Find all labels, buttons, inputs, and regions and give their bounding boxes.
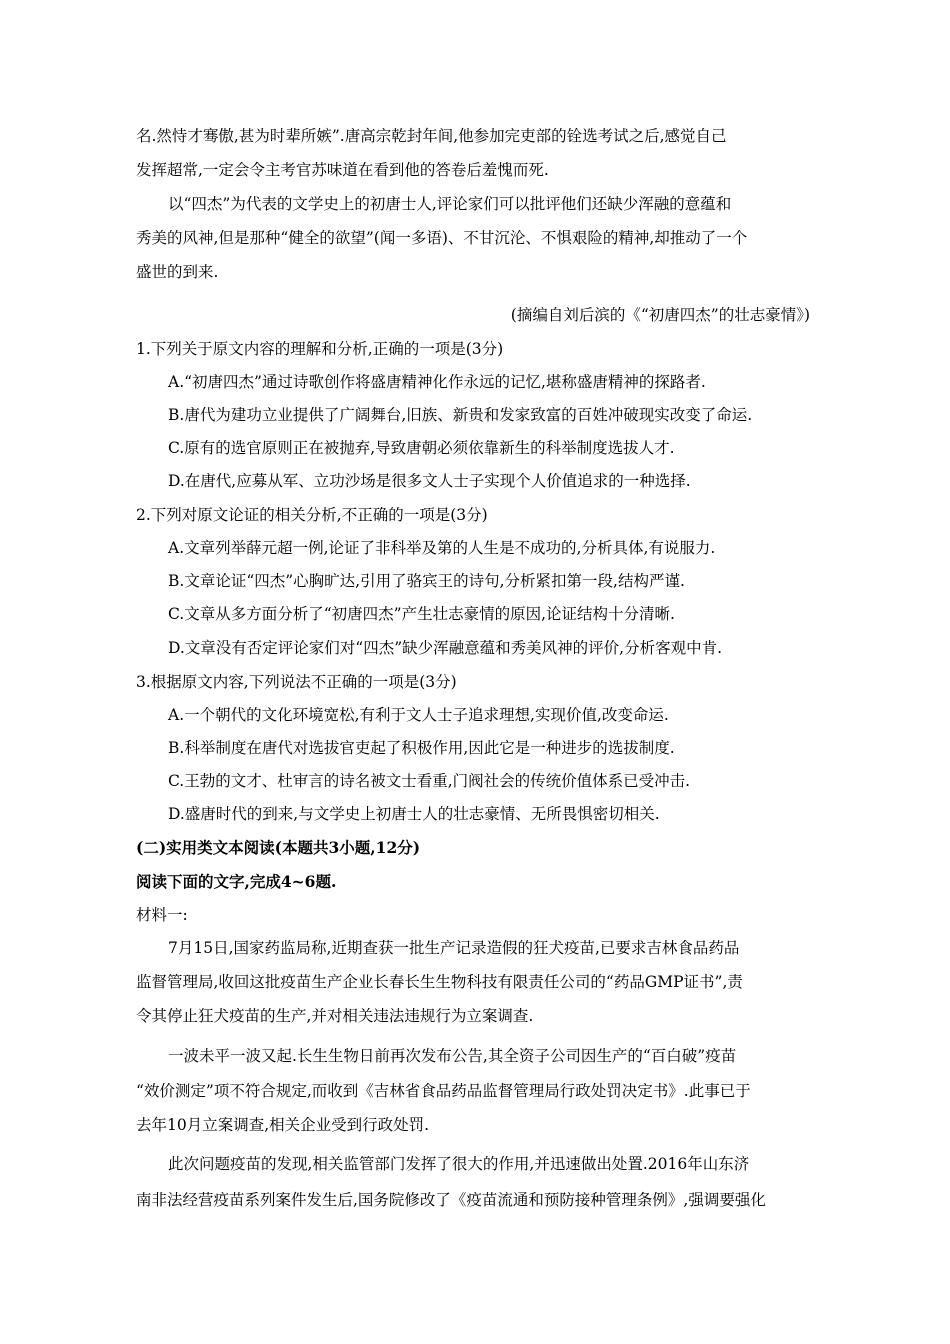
question-option: A.一个朝代的文化环境宽松,有利于文人士子追求理想,实现价值,改变命运. [168,706,669,724]
question-option: C.王勃的文才、杜审言的诗名被文士看重,门阀社会的传统价值体系已受冲击. [168,772,691,790]
material-line: “效价测定”项不符合规定,而收到《吉林省食品药品监督管理局行政处罚决定书》.此事已于 [136,1082,751,1100]
question-option: C.原有的选官原则正在被抛弃,导致唐朝必须依靠新生的科举制度选拔人才. [168,439,675,457]
question-stem: 3.根据原文内容,下列说法不正确的一项是(3分) [136,673,457,691]
passage-line: 名.然恃才骞傲,甚为时辈所嫉”.唐高宗乾封年间,他参加完吏部的铨选考试之后,感觉自己 [136,127,727,145]
material-line: 7月15日,国家药监局称,近期查获一批生产记录造假的狂犬疫苗,已要求吉林食品药品 [168,939,740,957]
passage-line: 以“四杰”为代表的文学史上的初唐士人,评论家们可以批评他们还缺少浑融的意蕴和 [168,195,732,213]
passage-line: 盛世的到来. [136,263,219,281]
question-option: C.文章从多方面分析了“初唐四杰”产生壮志豪情的原因,论证结构十分清晰. [168,605,675,623]
question-option: D.盛唐时代的到来,与文学史上初唐士人的壮志豪情、无所畏惧密切相关. [168,805,660,823]
material-line: 令其停止狂犬疫苗的生产,并对相关违法违规行为立案调查. [136,1007,534,1025]
question-option: B.文章论证“四杰”心胸旷达,引用了骆宾王的诗句,分析紧扣第一段,结构严谨. [168,572,685,590]
question-option: A.文章列举薛元超一例,论证了非科举及第的人生是不成功的,分析具体,有说服力. [168,539,716,557]
question-option: D.在唐代,应募从军、立功沙场是很多文人士子实现个人价值追求的一种选择. [168,472,691,490]
passage-line: 发挥超常,一定会令主考官苏味道在看到他的答卷后羞愧而死. [136,161,549,179]
material-line: 去年10月立案调查,相关企业受到行政处罚. [136,1116,430,1134]
question-option: B.唐代为建功立业提供了广阔舞台,旧族、新贵和发家致富的百姓冲破现实改变了命运. [168,406,753,424]
question-option: A.“初唐四杰”通过诗歌创作将盛唐精神化作永远的记忆,堪称盛唐精神的探路者. [168,373,706,391]
instruction: 阅读下面的文字,完成4~6题. [136,872,337,891]
material-line: 南非法经营疫苗系列案件发生后,国务院修改了《疫苗流通和预防接种管理条例》,强调要强化 [136,1191,766,1209]
question-option: B.科举制度在唐代对选拔官吏起了积极作用,因此它是一种进步的选拔制度. [168,739,675,757]
material-label: 材料一: [136,906,188,924]
material-line: 监督管理局,收回这批疫苗生产企业长春长生生物科技有限责任公司的“药品GMP证书”,责 [136,973,743,991]
source-note: (摘编自刘后滨的《“初唐四杰”的壮志豪情》) [510,306,810,324]
question-stem: 2.下列对原文论证的相关分析,不正确的一项是(3分) [136,506,488,524]
question-option: D.文章没有否定评论家们对“四杰”缺少浑融意蕴和秀美风神的评价,分析客观中肯. [168,639,723,657]
section-heading: (二)实用类文本阅读(本题共3小题,12分) [136,838,421,857]
question-stem: 1.下列关于原文内容的理解和分析,正确的一项是(3分) [136,340,504,358]
material-line: 一波未平一波又起.长生生物日前再次发布公告,其全资子公司因生产的“百白破”疫苗 [168,1047,737,1065]
material-line: 此次问题疫苗的发现,相关监管部门发挥了很大的作用,并迅速做出处置.2016年山东济 [168,1155,750,1173]
passage-line: 秀美的风神,但是那种“健全的欲望”(闻一多语)、不甘沉沦、不惧艰险的精神,却推动了一个 [136,229,748,247]
